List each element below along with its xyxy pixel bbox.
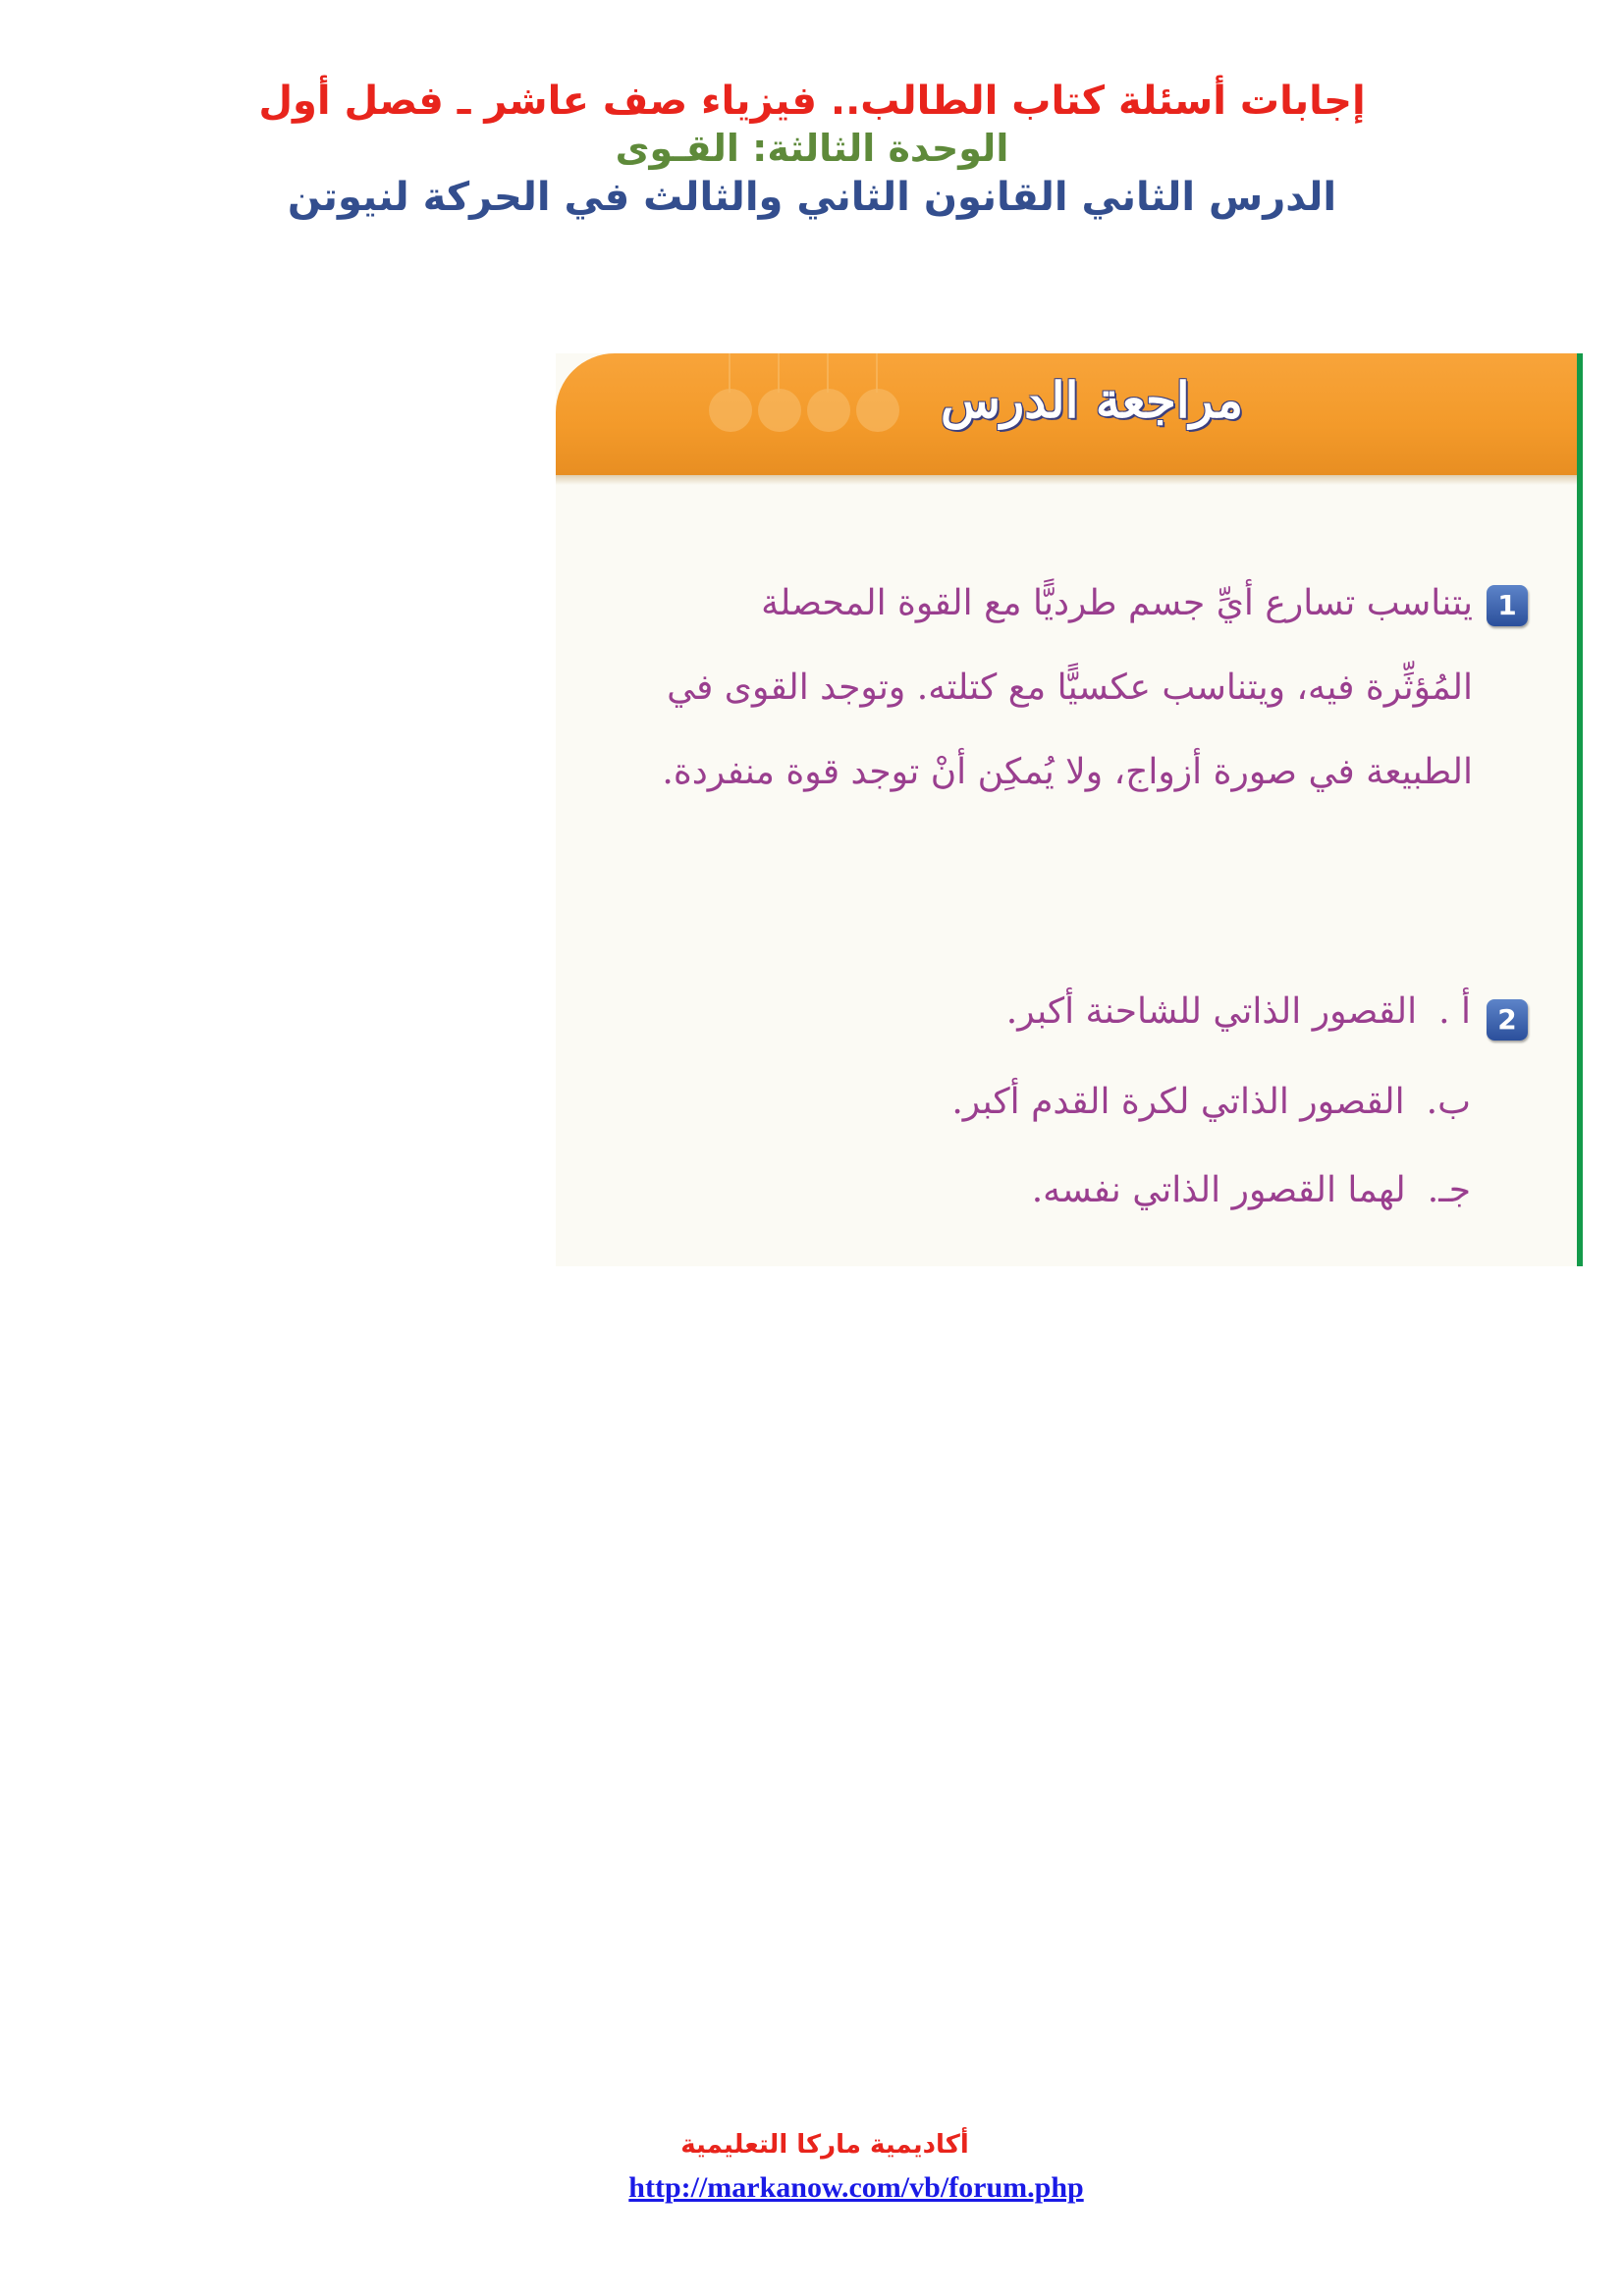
document-title: إجابات أسئلة كتاب الطالب.. فيزياء صف عاشر ـ فصل أول xyxy=(258,79,1366,124)
pendulum-string-decoration xyxy=(876,353,878,393)
pendulum-string-decoration xyxy=(778,353,780,393)
pendulum-string-decoration xyxy=(729,353,731,393)
item-text: لهما القصور الذاتي نفسه. xyxy=(1031,1170,1406,1210)
question-2-item-a xyxy=(1006,991,1471,1032)
item-text: القصور الذاتي لكرة القدم أكبر. xyxy=(951,1082,1405,1122)
item-label: أ . xyxy=(1438,991,1471,1032)
lesson-review-title: مراجعة الدرس xyxy=(940,371,1243,429)
question-2-item-b xyxy=(951,1082,1471,1122)
lesson-review-banner xyxy=(556,353,1577,475)
question-2-badge: 2 xyxy=(1487,999,1528,1041)
lesson-review-card xyxy=(556,353,1583,1266)
pendulum-string-decoration xyxy=(827,353,829,393)
item-text: القصور الذاتي للشاحنة أكبر. xyxy=(1005,991,1418,1032)
item-label: ب. xyxy=(1426,1082,1471,1122)
lesson-title: الدرس الثاني القانون الثاني والثالث في الحركة لنيوتن xyxy=(287,174,1337,220)
unit-title: الوحدة الثالثة: القـوى xyxy=(615,127,1009,170)
footer-forum-link[interactable]: http://markanow.com/vb/forum.php xyxy=(628,2171,1084,2204)
document-header xyxy=(0,77,1624,222)
pendulum-ball-decoration xyxy=(856,389,899,432)
pendulum-ball-decoration xyxy=(709,389,752,432)
footer-academy-name: أكاديمية ماركا التعليمية xyxy=(680,2130,969,2160)
pendulum-ball-decoration xyxy=(758,389,801,432)
question-1-badge: 1 xyxy=(1487,585,1528,626)
banner-shadow xyxy=(556,475,1577,485)
item-label: جـ. xyxy=(1427,1170,1471,1210)
question-2-item-c xyxy=(1032,1170,1471,1210)
pendulum-ball-decoration xyxy=(807,389,850,432)
question-1-answer: يتناسب تسارع أيِّ جسم طرديًّا مع القوة المحصلة المُؤثِّرة فيه، ويتناسب عكسيًّا مع كتلته. وتوجد القوى في الطبيعة في صورة أزواج، ولا يُمكِن أنْ توجد قوة منفردة. xyxy=(662,583,1473,792)
